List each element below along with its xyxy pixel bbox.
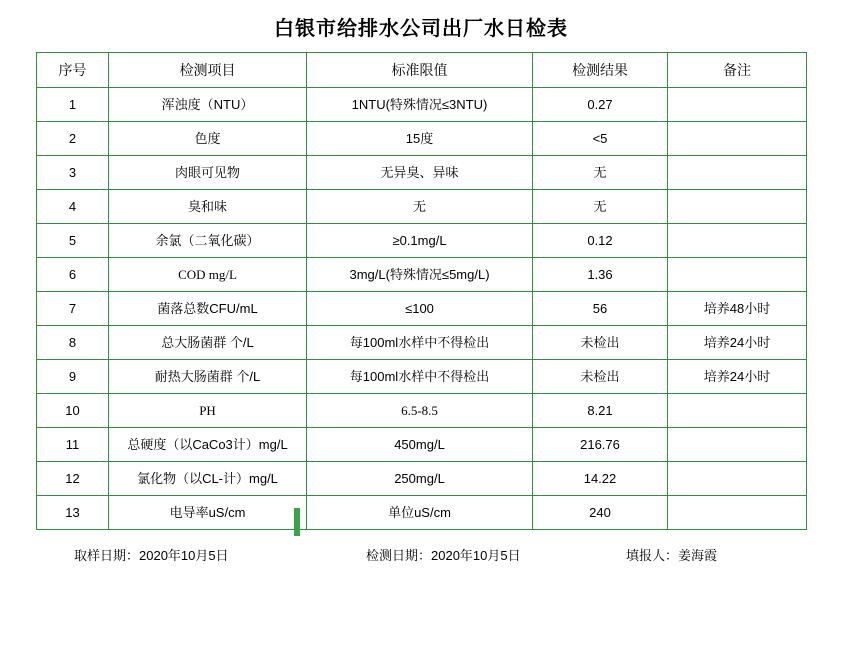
cell-no: 3 — [37, 156, 109, 190]
cell-item: COD mg/L — [109, 258, 307, 292]
cell-note — [668, 224, 807, 258]
cell-no: 6 — [37, 258, 109, 292]
cell-no: 10 — [37, 394, 109, 428]
column-header-no: 序号 — [37, 53, 109, 88]
table-row — [37, 360, 807, 394]
table-row — [37, 394, 807, 428]
cell-item: 余氯（二氧化碳） — [109, 224, 307, 258]
cell-item: 氯化物（以CL-计）mg/L — [109, 462, 307, 496]
column-header-limit: 标准限值 — [307, 53, 533, 88]
sample-date-label: 取样日期：2020年10月5日 — [74, 548, 229, 563]
cell-note: 培养24小时 — [668, 326, 807, 360]
table-row — [37, 496, 807, 530]
cell-result: 240 — [533, 496, 668, 530]
cell-item: PH — [109, 394, 307, 428]
cell-no: 5 — [37, 224, 109, 258]
cell-limit: 无异臭、异味 — [307, 156, 533, 190]
cell-note — [668, 88, 807, 122]
cell-no: 12 — [37, 462, 109, 496]
cell-no: 13 — [37, 496, 109, 530]
selection-marker — [294, 508, 300, 536]
cell-result: 未检出 — [533, 326, 668, 360]
table-row — [37, 190, 807, 224]
cell-result: 56 — [533, 292, 668, 326]
cell-note — [668, 428, 807, 462]
cell-no: 9 — [37, 360, 109, 394]
cell-result: 0.12 — [533, 224, 668, 258]
cell-item: 总大肠菌群 个/L — [109, 326, 307, 360]
cell-note — [668, 190, 807, 224]
column-header-item: 检测项目 — [109, 53, 307, 88]
cell-limit: 每100ml水样中不得检出 — [307, 360, 533, 394]
page-title: 白银市给排水公司出厂水日检表 — [274, 18, 568, 40]
cell-result: 未检出 — [533, 360, 668, 394]
cell-limit: 450mg/L — [307, 428, 533, 462]
cell-note: 培养48小时 — [668, 292, 807, 326]
cell-note — [668, 394, 807, 428]
table-row — [37, 292, 807, 326]
cell-item: 电导率uS/cm — [109, 496, 307, 530]
cell-result: 1.36 — [533, 258, 668, 292]
water-quality-table — [36, 52, 807, 530]
cell-item: 菌落总数CFU/mL — [109, 292, 307, 326]
cell-result: 14.22 — [533, 462, 668, 496]
cell-limit: ≥0.1mg/L — [307, 224, 533, 258]
cell-item: 总硬度（以CaCo3计）mg/L — [109, 428, 307, 462]
cell-limit: 3mg/L(特殊情况≤5mg/L) — [307, 258, 533, 292]
cell-result: <5 — [533, 122, 668, 156]
table-row — [37, 224, 807, 258]
cell-result: 8.21 — [533, 394, 668, 428]
cell-note — [668, 462, 807, 496]
column-header-result: 检测结果 — [533, 53, 668, 88]
cell-result: 无 — [533, 190, 668, 224]
table-row — [37, 122, 807, 156]
filled-by-label: 填报人：姜海霞 — [626, 548, 718, 563]
cell-limit: 15度 — [307, 122, 533, 156]
cell-limit: 250mg/L — [307, 462, 533, 496]
cell-result: 无 — [533, 156, 668, 190]
cell-note: 培养24小时 — [668, 360, 807, 394]
cell-no: 4 — [37, 190, 109, 224]
table-row — [37, 258, 807, 292]
cell-limit: 每100ml水样中不得检出 — [307, 326, 533, 360]
cell-limit: 1NTU(特殊情况≤3NTU) — [307, 88, 533, 122]
column-header-note: 备注 — [668, 53, 807, 88]
cell-item: 耐热大肠菌群 个/L — [109, 360, 307, 394]
table-row — [37, 88, 807, 122]
table-row — [37, 462, 807, 496]
footer-info — [36, 545, 816, 565]
cell-no: 8 — [37, 326, 109, 360]
cell-no: 11 — [37, 428, 109, 462]
table-row — [37, 156, 807, 190]
cell-limit: 无 — [307, 190, 533, 224]
table-row — [37, 428, 807, 462]
cell-result: 216.76 — [533, 428, 668, 462]
test-date-label: 检测日期：2020年10月5日 — [366, 548, 521, 563]
table-header-row — [37, 53, 807, 88]
table-row — [37, 326, 807, 360]
cell-no: 7 — [37, 292, 109, 326]
cell-item: 色度 — [109, 122, 307, 156]
cell-limit: ≤100 — [307, 292, 533, 326]
cell-note — [668, 122, 807, 156]
cell-note — [668, 496, 807, 530]
cell-no: 2 — [37, 122, 109, 156]
cell-limit: 6.5-8.5 — [307, 394, 533, 428]
cell-note — [668, 258, 807, 292]
cell-result: 0.27 — [533, 88, 668, 122]
cell-item: 浑浊度（NTU） — [109, 88, 307, 122]
cell-note — [668, 156, 807, 190]
cell-item: 臭和味 — [109, 190, 307, 224]
cell-limit: 单位uS/cm — [307, 496, 533, 530]
cell-item: 肉眼可见物 — [109, 156, 307, 190]
cell-no: 1 — [37, 88, 109, 122]
